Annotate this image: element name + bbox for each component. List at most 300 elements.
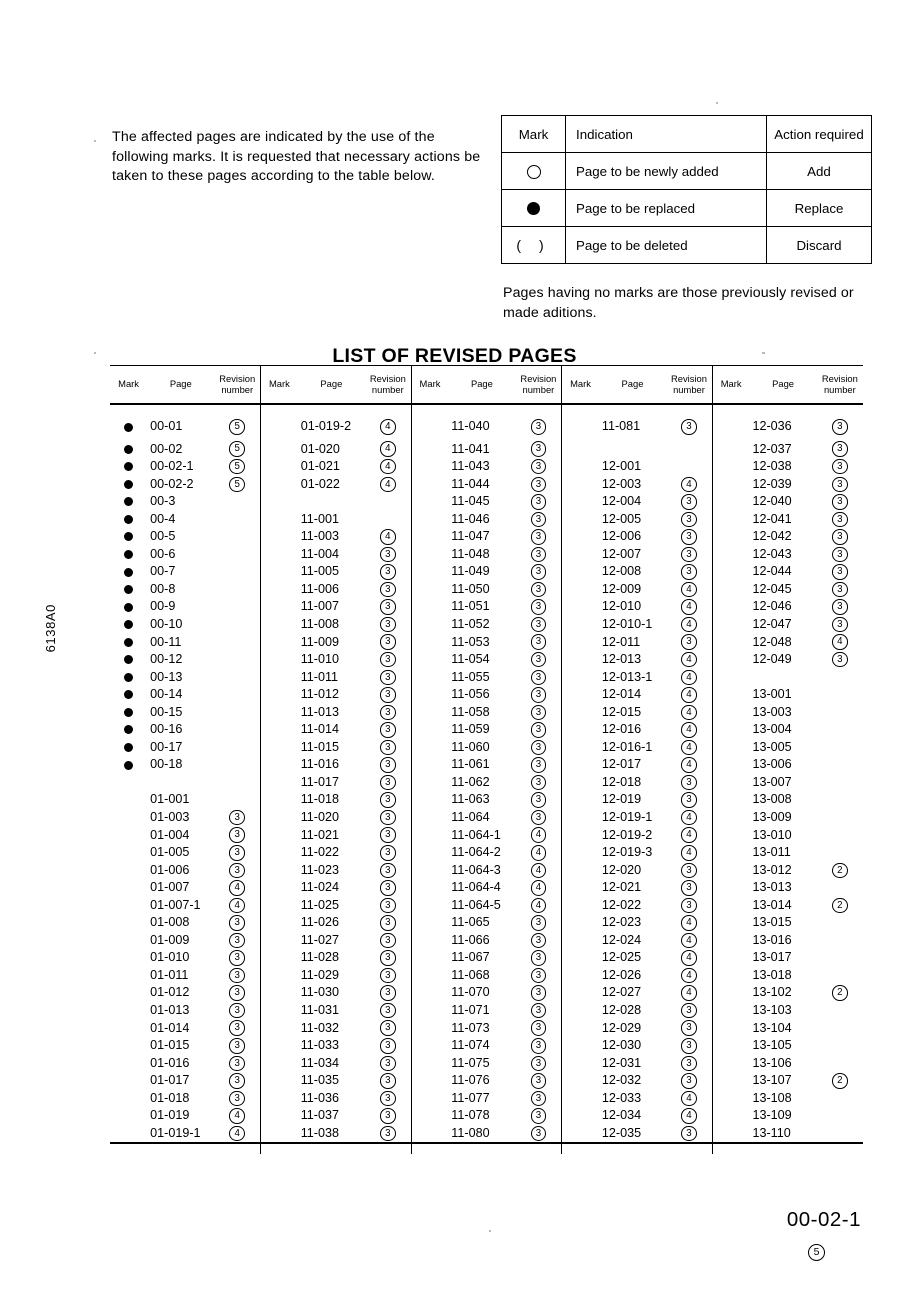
cell-mark [261, 441, 298, 459]
circled-revision-number: 3 [380, 705, 396, 721]
cell-mark [261, 581, 298, 599]
cell-mark [712, 721, 749, 739]
circled-revision-number: 3 [832, 529, 848, 545]
cell-mark [562, 721, 599, 739]
table-row [110, 791, 863, 809]
cell-mark [712, 598, 749, 616]
cell-mark [562, 932, 599, 950]
cell-page: 13-018 [752, 967, 792, 982]
cell-revision-number [666, 493, 712, 511]
table-row [110, 1055, 863, 1073]
cell-page: 11-064-5 [451, 897, 501, 912]
circled-revision-number: 3 [531, 1056, 547, 1072]
circled-revision-number: 3 [832, 547, 848, 563]
cell-mark [411, 721, 448, 739]
filled-circle-icon [124, 423, 133, 432]
cell-page: 12-030 [601, 1038, 642, 1053]
cell-revision-number [516, 1002, 562, 1020]
cell-revision-number [666, 844, 712, 862]
circled-revision-number: 3 [832, 441, 848, 457]
table-row [110, 914, 863, 932]
cell-mark [411, 1090, 448, 1108]
cell-page: 11-032 [300, 1020, 339, 1035]
cell-revision-number [516, 844, 562, 862]
circled-revision-number: 3 [229, 933, 245, 949]
table-row [110, 879, 863, 897]
cell-mark [411, 914, 448, 932]
cell-page: 13-011 [752, 845, 791, 860]
cell-mark [110, 1072, 147, 1090]
circled-revision-number: 3 [681, 1126, 697, 1142]
cell-page: 11-065 [451, 915, 490, 930]
cell-revision-number [214, 791, 260, 809]
cell-revision-number [365, 441, 411, 459]
cell-revision-number [365, 1002, 411, 1020]
circled-revision-number: 3 [531, 634, 547, 650]
cell-revision-number [365, 669, 411, 687]
cell-page: 00-8 [150, 581, 176, 596]
cell-revision-number [516, 932, 562, 950]
cell-page: 11-038 [300, 1125, 339, 1140]
filled-circle-icon [124, 568, 133, 577]
cell-mark [712, 669, 749, 687]
cell-page [147, 774, 214, 792]
cell-revision-number [666, 404, 712, 441]
cell-revision-number [516, 791, 562, 809]
col-header-revision-number [666, 366, 712, 405]
cell-revision-number [365, 458, 411, 476]
cell-revision-number [365, 686, 411, 704]
cell-mark [562, 441, 599, 459]
cell-page: 00-10 [150, 616, 183, 631]
cell-revision-number [666, 1125, 712, 1144]
cell-page: 11-070 [451, 985, 490, 1000]
col-header-revision-number [365, 366, 411, 405]
cell-page: 11-073 [451, 1020, 490, 1035]
circled-revision-number: 3 [832, 617, 848, 633]
cell-mark [261, 1125, 298, 1144]
cell-revision-number [516, 739, 562, 757]
circled-revision-number: 2 [832, 1073, 848, 1089]
cell-mark [712, 1072, 749, 1090]
cell-revision-number [214, 1107, 260, 1125]
cell-mark [562, 704, 599, 722]
cell-mark [110, 1055, 147, 1073]
cell-mark [562, 669, 599, 687]
cell-mark [562, 967, 599, 985]
cell-page: 12-031 [601, 1055, 642, 1070]
cell-mark [562, 493, 599, 511]
cell-page: 11-067 [451, 950, 490, 965]
cell-revision-number [365, 809, 411, 827]
cell-revision-number [214, 932, 260, 950]
scan-speckle [489, 1230, 491, 1232]
cell-mark [411, 827, 448, 845]
scan-speckle [716, 102, 718, 104]
table-row [110, 1037, 863, 1055]
circled-revision-number: 4 [681, 687, 697, 703]
cell-revision-number [516, 651, 562, 669]
cell-revision-number [817, 1037, 863, 1055]
cell-mark [712, 1107, 749, 1125]
cell-page: 13-013 [752, 880, 792, 895]
cell-mark [110, 827, 147, 845]
cell-revision-number [516, 598, 562, 616]
cell-revision-number [666, 967, 712, 985]
cell-mark [712, 686, 749, 704]
circled-revision-number: 3 [681, 898, 697, 914]
cell-revision-number [365, 984, 411, 1002]
cell-page: 11-028 [300, 950, 339, 965]
circled-revision-number: 4 [531, 898, 547, 914]
circled-revision-number: 3 [531, 792, 547, 808]
cell-mark [110, 686, 147, 704]
table-bottom-rule-row [110, 1143, 863, 1154]
cell-mark [562, 827, 599, 845]
cell-page: 01-004 [150, 827, 190, 842]
cell-mark [712, 809, 749, 827]
circled-revision-number: 3 [681, 1056, 697, 1072]
cell-revision-number [365, 739, 411, 757]
circled-revision-number: 4 [681, 740, 697, 756]
circled-revision-number: 3 [380, 898, 396, 914]
circled-revision-number: 3 [380, 1056, 396, 1072]
cell-mark [261, 1037, 298, 1055]
legend-note: Pages having no marks are those previously revised or made aditions. [503, 285, 854, 321]
cell-mark [712, 914, 749, 932]
cell-revision-number [817, 404, 863, 441]
cell-page: 12-004 [601, 494, 642, 509]
circled-revision-number: 3 [681, 1073, 697, 1089]
cell-revision-number [516, 1107, 562, 1125]
circled-revision-number: 3 [832, 582, 848, 598]
cell-revision-number [214, 441, 260, 459]
cell-revision-number [817, 809, 863, 827]
cell-page: 12-007 [601, 546, 642, 561]
table-bottom-rule-cell [261, 1143, 298, 1154]
cell-revision-number [666, 1037, 712, 1055]
filled-circle-icon [124, 620, 133, 629]
cell-revision-number [817, 528, 863, 546]
legend-action: Replace [767, 190, 872, 227]
cell-revision-number [817, 704, 863, 722]
cell-page: 12-017 [601, 757, 642, 772]
cell-page: 11-040 [451, 419, 490, 434]
cell-page: 11-063 [451, 792, 490, 807]
circled-revision-number: 3 [681, 880, 697, 896]
circled-revision-number: 3 [531, 547, 547, 563]
circled-revision-number: 4 [681, 670, 697, 686]
cell-revision-number [516, 704, 562, 722]
cell-revision-number [214, 844, 260, 862]
filled-circle-icon [124, 673, 133, 682]
cell-revision-number [365, 774, 411, 792]
cell-mark [261, 704, 298, 722]
cell-revision-number [516, 1090, 562, 1108]
cell-page: 01-007 [150, 880, 190, 895]
filled-circle-icon [124, 462, 133, 471]
cell-page: 11-068 [451, 967, 490, 982]
cell-mark [411, 476, 448, 494]
cell-revision-number [817, 651, 863, 669]
cell-page: 13-005 [752, 739, 792, 754]
cell-mark [411, 791, 448, 809]
circled-revision-number: 3 [229, 1020, 245, 1036]
cell-revision-number [516, 404, 562, 441]
cell-page: 11-081 [601, 419, 641, 434]
cell-mark [110, 791, 147, 809]
cell-mark [562, 634, 599, 652]
table-row [110, 1125, 863, 1144]
cell-page: 11-054 [451, 652, 490, 667]
legend-indication: Page to be replaced [566, 190, 767, 227]
cell-revision-number [214, 949, 260, 967]
circled-revision-number: 3 [531, 915, 547, 931]
circled-revision-number: 5 [229, 459, 245, 475]
cell-revision-number [365, 528, 411, 546]
cell-page: 00-6 [150, 546, 176, 561]
cell-page: 12-026 [601, 967, 642, 982]
cell-mark [562, 862, 599, 880]
cell-revision-number [516, 546, 562, 564]
cell-mark [411, 581, 448, 599]
cell-revision-number [365, 932, 411, 950]
cell-page: 13-007 [752, 774, 792, 789]
table-header [110, 366, 863, 405]
cell-page [298, 493, 365, 511]
cell-page: 11-005 [300, 564, 339, 579]
cell-page: 13-109 [752, 1108, 792, 1123]
cell-revision-number [666, 1020, 712, 1038]
cell-page: 12-041 [752, 511, 792, 526]
cell-revision-number [817, 932, 863, 950]
table-row [110, 949, 863, 967]
cell-revision-number [365, 967, 411, 985]
cell-mark [411, 634, 448, 652]
cell-revision-number [516, 476, 562, 494]
cell-page: 11-031 [300, 1003, 339, 1017]
cell-mark [411, 1002, 448, 1020]
circled-revision-number: 3 [229, 1038, 245, 1054]
cell-page: 11-017 [300, 774, 339, 789]
cell-revision-number [214, 739, 260, 757]
cell-mark [261, 669, 298, 687]
cell-mark [411, 739, 448, 757]
cell-revision-number [214, 616, 260, 634]
cell-mark [411, 1125, 448, 1144]
cell-revision-number [365, 404, 411, 441]
cell-mark [712, 476, 749, 494]
cell-mark [411, 844, 448, 862]
circled-revision-number: 3 [380, 687, 396, 703]
cell-revision-number [516, 581, 562, 599]
cell-mark [110, 721, 147, 739]
table-header-row [110, 366, 863, 405]
cell-mark [110, 897, 147, 915]
cell-page: 12-049 [752, 652, 792, 667]
table-body [110, 404, 863, 1143]
circled-revision-number: 3 [380, 1108, 396, 1124]
cell-revision-number [666, 634, 712, 652]
cell-revision-number [214, 546, 260, 564]
filled-circle-icon [124, 761, 133, 770]
cell-mark [562, 581, 599, 599]
cell-mark [411, 669, 448, 687]
cell-mark [261, 862, 298, 880]
cell-revision-number [817, 984, 863, 1002]
cell-page: 11-021 [300, 827, 339, 842]
cell-mark [110, 914, 147, 932]
legend-mark-cell [502, 153, 566, 190]
cell-mark [110, 511, 147, 529]
circled-revision-number: 4 [681, 477, 697, 493]
cell-revision-number [365, 1072, 411, 1090]
cell-revision-number [666, 774, 712, 792]
circled-revision-number: 3 [832, 599, 848, 615]
circled-revision-number: 5 [229, 477, 245, 493]
circled-revision-number: 3 [380, 617, 396, 633]
cell-revision-number [365, 581, 411, 599]
circled-revision-number: 3 [380, 599, 396, 615]
cell-page: 11-035 [300, 1073, 339, 1088]
cell-revision-number [214, 404, 260, 441]
cell-revision-number [516, 1072, 562, 1090]
cell-page: 00-15 [150, 704, 183, 719]
circled-revision-number: 2 [832, 985, 848, 1001]
cell-mark [261, 879, 298, 897]
cell-revision-number [365, 827, 411, 845]
cell-page: 11-027 [300, 932, 339, 947]
cell-mark [411, 967, 448, 985]
cell-revision-number [214, 756, 260, 774]
cell-mark [110, 1037, 147, 1055]
table-row [110, 1002, 863, 1020]
cell-revision-number [817, 458, 863, 476]
cell-mark [261, 897, 298, 915]
circled-revision-number: 3 [531, 705, 547, 721]
circled-revision-number: 3 [380, 845, 396, 861]
circled-revision-number: 3 [229, 1056, 245, 1072]
col-header-revision-line1: Revision [671, 372, 707, 384]
circled-revision-number: 3 [229, 863, 245, 879]
circled-revision-number: 3 [380, 950, 396, 966]
cell-page: 13-001 [752, 687, 792, 702]
table-row [110, 581, 863, 599]
cell-page: 13-108 [752, 1090, 792, 1105]
cell-mark [110, 1002, 147, 1020]
cell-revision-number [516, 616, 562, 634]
circled-revision-number: 4 [681, 933, 697, 949]
footer-page-number: 00-02-1 [786, 1208, 861, 1231]
table-row [110, 739, 863, 757]
circled-revision-number: 3 [832, 459, 848, 475]
cell-page: 12-019-3 [601, 845, 653, 860]
cell-page: 01-006 [150, 862, 190, 877]
cell-page: 13-110 [752, 1125, 791, 1140]
circled-revision-number: 3 [380, 740, 396, 756]
circled-revision-number: 3 [681, 494, 697, 510]
cell-page: 11-008 [300, 616, 339, 631]
cell-mark [261, 511, 298, 529]
cell-page: 13-009 [752, 809, 792, 824]
cell-revision-number [817, 476, 863, 494]
cell-page: 12-032 [601, 1073, 642, 1088]
cell-mark [562, 616, 599, 634]
cell-page: 11-020 [300, 809, 339, 824]
cell-mark [562, 404, 599, 441]
circled-revision-number: 3 [832, 477, 848, 493]
cell-mark [261, 1020, 298, 1038]
legend-row-add [502, 153, 872, 190]
cell-page: 11-046 [451, 511, 490, 526]
table-row [110, 721, 863, 739]
cell-page: 12-025 [601, 950, 642, 965]
cell-page: 11-036 [300, 1090, 339, 1105]
cell-mark [110, 598, 147, 616]
filled-circle-icon [124, 550, 133, 559]
cell-page: 13-014 [752, 897, 792, 912]
cell-revision-number [365, 1107, 411, 1125]
filled-circle-icon [124, 532, 133, 541]
circled-revision-number: 4 [380, 459, 396, 475]
cell-page: 12-036 [752, 419, 792, 434]
cell-mark [712, 827, 749, 845]
cell-page: 11-064-3 [451, 862, 501, 877]
cell-page: 01-003 [150, 809, 190, 824]
cell-revision-number [516, 1020, 562, 1038]
cell-revision-number [516, 967, 562, 985]
cell-revision-number [214, 651, 260, 669]
circled-revision-number: 4 [380, 419, 396, 435]
cell-mark [411, 546, 448, 564]
cell-revision-number [214, 967, 260, 985]
cell-revision-number [516, 686, 562, 704]
circled-revision-number: 4 [681, 1091, 697, 1107]
cell-mark [712, 984, 749, 1002]
table-row [110, 862, 863, 880]
cell-mark [562, 1055, 599, 1073]
circled-revision-number: 3 [531, 757, 547, 773]
circled-revision-number: 4 [229, 1126, 245, 1142]
cell-page: 00-01 [150, 419, 183, 434]
cell-revision-number [666, 1002, 712, 1020]
cell-mark [411, 1020, 448, 1038]
table-row [110, 441, 863, 459]
cell-page: 11-074 [451, 1038, 490, 1053]
cell-mark [110, 932, 147, 950]
circled-revision-number: 4 [531, 845, 547, 861]
circled-revision-number: 3 [531, 441, 547, 457]
circled-revision-number: 4 [681, 1108, 697, 1124]
cell-mark [261, 827, 298, 845]
circled-revision-number: 3 [832, 512, 848, 528]
cell-page: 11-064-1 [451, 827, 501, 842]
col-header-mark: Mark [261, 366, 298, 405]
filled-circle-icon [124, 655, 133, 664]
circled-revision-number: 3 [531, 1020, 547, 1036]
circled-revision-number: 3 [531, 529, 547, 545]
cell-mark [110, 669, 147, 687]
table-row [110, 651, 863, 669]
table-bottom-rule-cell [516, 1143, 562, 1154]
cell-mark [712, 704, 749, 722]
circled-revision-number: 3 [380, 810, 396, 826]
cell-revision-number [365, 563, 411, 581]
cell-revision-number [516, 669, 562, 687]
legend-row-replace [502, 190, 872, 227]
circled-revision-number: 4 [681, 827, 697, 843]
cell-mark [110, 616, 147, 634]
